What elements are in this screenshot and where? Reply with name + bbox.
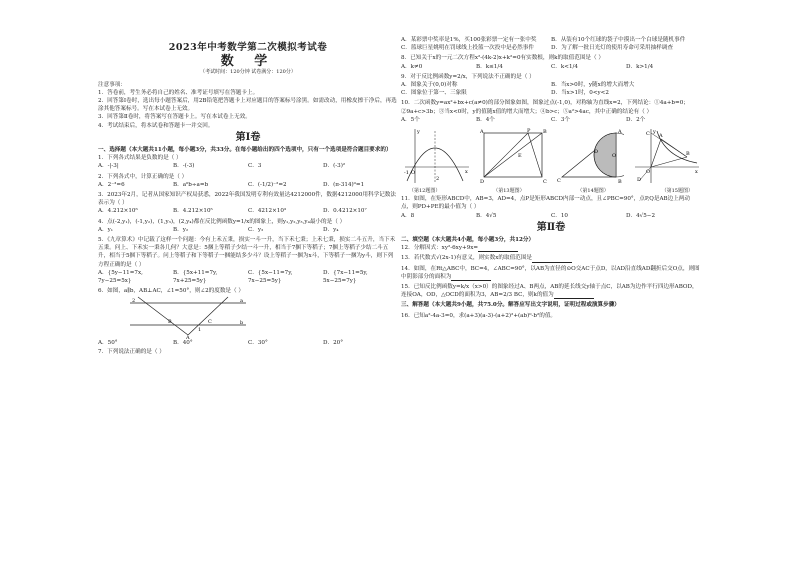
note-item: 4．考试结束后，将本试卷和答题卡一并交回。 bbox=[98, 122, 214, 129]
option-a: A．8 bbox=[401, 212, 415, 219]
right-column bbox=[401, 36, 701, 320]
question-stem: 9．对于反比例函数y=2/x，下列说法不正确的是（ ） bbox=[401, 73, 535, 80]
part1-section-heading: 一、选择题（本大题共11小题，每小题3分，共33分。在每小题给出的四个选项中，只有一个选项是符合题目要求的） bbox=[98, 147, 392, 154]
option-b: B．当x>0时，y随x的增大而增大 bbox=[551, 82, 635, 89]
question-8 bbox=[401, 54, 701, 70]
exam-title: 2023年中考数学第二次模拟考试卷 bbox=[168, 42, 328, 53]
option-b: B．a⁰b÷a=b bbox=[173, 181, 209, 188]
svg-text:1: 1 bbox=[198, 327, 202, 334]
parallel-lines-diagram bbox=[128, 295, 248, 339]
question-9 bbox=[401, 73, 701, 98]
option-d: D．当x>1时，0<y<2 bbox=[551, 90, 609, 97]
note-item: 2．回答第Ⅰ卷时，选出每小题答案后，用2B铅笔把答题卡上对应题目的答案标号涂黑。如需改动，用橡皮擦干净后，再选涂其他答案标号。写在本试卷上无效。 bbox=[98, 98, 397, 113]
svg-text:x: x bbox=[465, 169, 468, 176]
svg-text:2: 2 bbox=[436, 176, 440, 183]
svg-text:A: A bbox=[618, 129, 622, 136]
subject-title: 数 学 bbox=[220, 54, 276, 70]
left-column bbox=[98, 36, 398, 356]
option-d: D．4√5−2 bbox=[626, 212, 656, 219]
figure-12 bbox=[401, 127, 471, 185]
part1-label: 第Ⅰ卷 bbox=[235, 131, 261, 143]
option-d: D．20° bbox=[323, 340, 343, 347]
svg-text:C: C bbox=[542, 179, 547, 186]
svg-text:B: B bbox=[685, 151, 690, 158]
svg-text:O: O bbox=[612, 153, 617, 160]
svg-text:D: D bbox=[479, 179, 484, 186]
question-stem: 1．下列各式结果是负数的是（ ） bbox=[98, 155, 182, 162]
svg-text:B: B bbox=[168, 319, 172, 326]
option-a: A．y₁ bbox=[98, 226, 114, 233]
option-d: D．{7x−11=5y, 5x−25=7y} bbox=[323, 269, 368, 285]
question-7-options bbox=[401, 36, 701, 52]
option-c: C．(-1/2)⁻²=2 bbox=[248, 181, 287, 188]
option-d: D．(π-314)⁰=1 bbox=[323, 181, 365, 188]
question-2 bbox=[98, 173, 398, 189]
figure-15 bbox=[631, 127, 701, 185]
svg-text:B: B bbox=[618, 179, 622, 186]
svg-text:A: A bbox=[658, 133, 663, 140]
caption-fig15: （第15题图） bbox=[661, 188, 693, 195]
svg-text:C: C bbox=[645, 131, 650, 138]
question-13 bbox=[401, 254, 701, 262]
option-b: B．从装有10个红球的袋子中摸出一个白球是随机事件 bbox=[551, 37, 686, 43]
option-a: A．{5y−11=7x, 7y−25=5x} bbox=[98, 269, 143, 285]
figure-row bbox=[401, 127, 701, 185]
svg-text:O: O bbox=[411, 170, 416, 177]
option-c: C．{5x−11=7y, 7x−25=5y} bbox=[248, 269, 293, 285]
question-stem: 5．《九章算术》中记载了这样一个问题：今有上禾五秉，损实一斗一升，当下禾七秉；上禾七秉，损实二斗五升，当下禾五秉。问上、下禾实一秉各几何？大意是：5捆上等稻子少结一斗一升，相当于7捆下等稻子；7捆上等稻子少结二斗五升，相当于5捆下等稻子。问上等稻子和下等稻子一捆能结多少斗？设上等稻子一捆为x斗，下等稻子一捆为y斗，则下列方程正确的是（ ） bbox=[98, 237, 396, 268]
answer-blank bbox=[451, 274, 491, 281]
question-10 bbox=[401, 99, 701, 124]
svg-text:D: D bbox=[594, 149, 599, 156]
question-stem: 14．如图，在Rt△ABC中，BC=4，∠ABC=90°，以AB为直径的⊙O交AC于点D，以AD沿直线AD翻折后交O点，则图中阴影部分的面积为 bbox=[401, 265, 700, 280]
part2-label: 第Ⅱ卷 bbox=[536, 221, 566, 233]
answer-blank bbox=[554, 292, 594, 299]
option-d: D．(-3)² bbox=[323, 163, 346, 170]
parabola-diagram bbox=[401, 127, 471, 185]
caption-fig12: （第12题图） bbox=[409, 188, 441, 195]
option-a: A．5个 bbox=[401, 116, 420, 123]
option-a: A．图象关于(0,0)对称 bbox=[401, 82, 458, 89]
option-c: C．3 bbox=[248, 163, 262, 170]
question-stem: 8．已知关于x的一元二次方程x²-(4k-2)x+k²=0有实数根，则k的取值范围是（ ） bbox=[401, 55, 604, 62]
option-d: D．2个 bbox=[626, 116, 646, 123]
option-c: C．k<1/4 bbox=[551, 63, 578, 70]
question-stem: 4．点(-2,y₁)，(-1,y₂)，(1,y₃)，(2,y₄)都在反比例函数y=1/x的图象上，则y₁,y₂,y₃,y₄最小的是（ ） bbox=[98, 218, 346, 225]
part3-section-heading: 三、解答题（本大题共9小题，共75.0分。解答应写出文字说明，证明过程或演算步骤） bbox=[401, 302, 620, 309]
option-b: B．-(-3) bbox=[173, 163, 195, 170]
option-c: C．4212×10³ bbox=[248, 208, 287, 215]
hyperbola-diagram bbox=[631, 127, 701, 185]
svg-text:b: b bbox=[240, 320, 244, 327]
svg-text:O: O bbox=[645, 169, 651, 176]
option-c: C．篮球巨星姚明在罚球线上投篮一次投中是必然事件 bbox=[401, 45, 534, 52]
question-stem: 2．下列各式中，计算正确的是（ ） bbox=[98, 173, 188, 180]
svg-text:P: P bbox=[526, 128, 531, 135]
option-d: D．为了解一批日光灯的使用寿命可采用抽样调查 bbox=[551, 45, 673, 52]
question-4 bbox=[98, 218, 398, 234]
question-stem: 6．如图，a∥b，AB⊥AC，∠1=50°，则∠2的度数是（ ） bbox=[98, 288, 244, 295]
notes-heading: 注意事项： bbox=[98, 81, 126, 88]
rectangle-diagram bbox=[478, 127, 548, 185]
question-stem: 10．二次函数y=ax²+bx+c(a≠0)的部分图象如图，图象过点(-1,0)，对称轴为直线x=2，下列结论：①4a+b=0；②9a+c>3b；③当x<0时，y的值随x值的增大而增大；④b>c；⑤a²>4ac，其中正确的结论有（ ） bbox=[401, 100, 689, 115]
question-14 bbox=[401, 265, 701, 281]
note-item: 1．答卷前，考生务必将自己的姓名、准考证号填写在答题卡上。 bbox=[98, 89, 259, 96]
svg-text:D: D bbox=[636, 177, 641, 184]
option-c: C．图象位于第一、三象限 bbox=[401, 90, 467, 97]
exam-meta: （考试时间：120分钟 试卷满分：120分） bbox=[200, 69, 296, 76]
option-a: A．k≠0 bbox=[401, 63, 423, 70]
triangle-circle-diagram bbox=[554, 127, 624, 185]
option-b: B．y₂ bbox=[173, 226, 189, 233]
question-12 bbox=[401, 244, 701, 252]
option-b: B．4√5 bbox=[476, 212, 497, 219]
question-5 bbox=[98, 236, 398, 285]
question-stem: 15．已知反比例函数y=k/x（x>0）的图象经过A、B两点，AB的延长线交y轴于点C，以AB为边作平行四边形ABOD，连接OA，OD，△OCD的面积为3，AB=2/3 BC，则k的值为 bbox=[401, 284, 698, 299]
option-a: A．50° bbox=[98, 340, 118, 347]
question-stem: 12．分解因式：xy²-6xy+9x= bbox=[401, 245, 479, 252]
parallel-lines-figure bbox=[128, 295, 248, 339]
figure-captions bbox=[401, 187, 701, 195]
option-c: C．y₃ bbox=[248, 226, 264, 233]
question-stem: 3．2023年2月，记者从国家知识产权局获悉，2022年我国发明专利有效量达4212000件，数据4212000用科学记数法表示为（ ） bbox=[98, 192, 396, 207]
option-d: D．k>1/4 bbox=[626, 63, 654, 70]
answer-blank bbox=[532, 256, 572, 263]
option-a: A．某彩票中奖率是1%，买100张彩票一定有一张中奖 bbox=[401, 37, 537, 43]
svg-text:a: a bbox=[240, 298, 243, 305]
svg-text:E: E bbox=[517, 153, 522, 160]
svg-text:-1: -1 bbox=[404, 170, 409, 177]
question-stem: 13．若代数式√(2x-1)有意义，则实数x的取值范围是 bbox=[401, 255, 532, 262]
option-b: B．{5x+11=7y, 7x+25=5y} bbox=[173, 269, 218, 285]
figure-14 bbox=[554, 127, 624, 185]
svg-text:B: B bbox=[542, 129, 547, 136]
option-d: D．0.4212×10⁷ bbox=[323, 208, 367, 215]
answer-blank bbox=[478, 245, 518, 252]
caption-fig13: （第13题图） bbox=[493, 188, 525, 195]
option-d: D．y₄ bbox=[323, 226, 339, 233]
option-b: B．4个 bbox=[476, 116, 495, 123]
option-b: B．4.212×10⁵ bbox=[173, 208, 213, 215]
option-b: B．40° bbox=[173, 340, 193, 347]
question-3 bbox=[98, 191, 398, 216]
option-c: C．10 bbox=[551, 212, 568, 219]
svg-text:y: y bbox=[417, 129, 420, 136]
option-a: A．-|-3| bbox=[98, 163, 119, 170]
svg-text:y: y bbox=[652, 129, 656, 136]
svg-text:x: x bbox=[694, 169, 698, 176]
question-7 bbox=[98, 348, 398, 356]
question-stem: 11．如图，在矩形ABCD中，AB=3，AD=4，点P是矩形ABCD内部一动点，且∠PBC=90°，点P,Q是AB边上两动点，则PD+PE的最小值为（ ） bbox=[401, 196, 690, 211]
question-stem: 7．下列说法正确的是（ ） bbox=[98, 348, 165, 355]
question-15 bbox=[401, 283, 701, 299]
option-a: A．2⁻³=6 bbox=[98, 181, 125, 188]
question-16: 16．已知a²-4a-3=0，求(a+3)(a-3)-(a+2)²+(ab)⁰-b²的值。 bbox=[401, 312, 557, 319]
figure-13 bbox=[478, 127, 548, 185]
svg-text:A: A bbox=[186, 335, 190, 340]
svg-text:C: C bbox=[557, 178, 562, 185]
option-c: C．3个 bbox=[551, 116, 571, 123]
part2-section-heading: 二、填空题（本大题共4小题，每小题3分，共12分） bbox=[401, 237, 535, 244]
question-11 bbox=[401, 195, 701, 220]
option-a: A．4.212×10⁶ bbox=[98, 208, 138, 215]
caption-fig14: （第14题图） bbox=[577, 188, 609, 195]
svg-text:2: 2 bbox=[132, 298, 136, 305]
question-1 bbox=[98, 154, 398, 170]
note-item: 3．回答第Ⅱ卷时，将答案写在答题卡上。写在本试卷上无效。 bbox=[98, 114, 251, 121]
svg-text:C: C bbox=[208, 319, 212, 326]
question-6 bbox=[98, 287, 398, 347]
option-c: C．30° bbox=[248, 340, 268, 347]
option-b: B．k≤1/4 bbox=[476, 63, 503, 70]
svg-text:A: A bbox=[479, 129, 484, 136]
